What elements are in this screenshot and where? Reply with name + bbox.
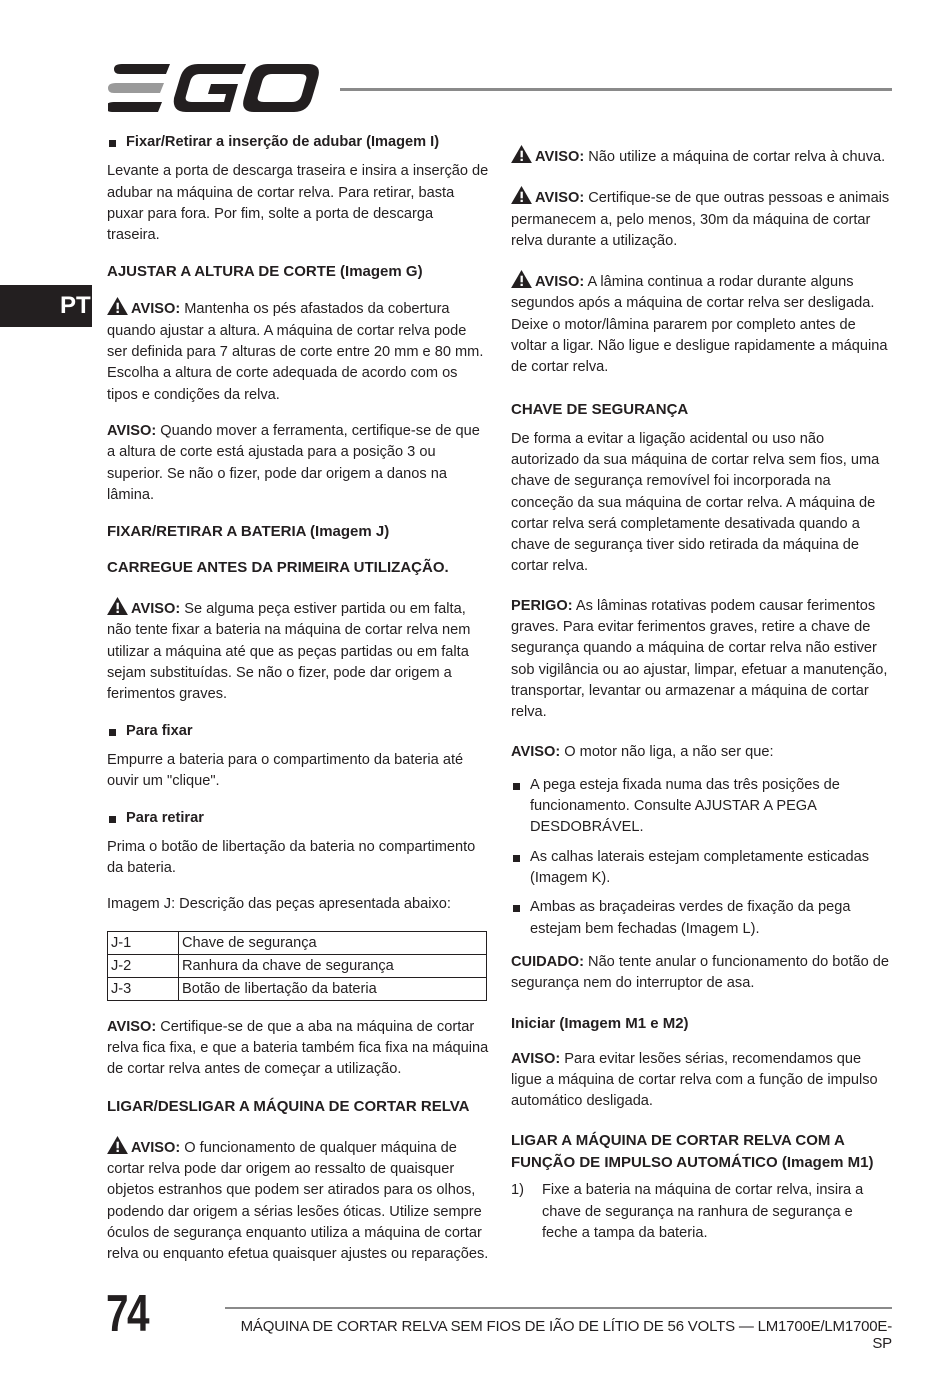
page-number: 74 bbox=[106, 1285, 148, 1343]
warning-blade-rotation bbox=[511, 270, 892, 378]
warning-label: AVISO: bbox=[535, 149, 585, 165]
ego-logo bbox=[108, 64, 320, 112]
header-rule bbox=[340, 88, 892, 91]
warning-triangle-icon bbox=[511, 270, 532, 288]
table-row bbox=[108, 931, 487, 954]
warning-text: Se alguma peça estiver partida ou em falta, não tente fixar a bateria na máquina de cortar relva nem utilizar a máquina até que as peças partidas ou em falta sejam substituídas. Se não o fizer, pode dar origem a ferimentos graves. bbox=[107, 601, 471, 703]
list-item bbox=[511, 1180, 892, 1244]
parts-table bbox=[107, 931, 487, 1001]
caution-text: Não tente anular o funcionamento do botão de segurança nem do interruptor de asa. bbox=[511, 953, 890, 992]
warning-label: AVISO: bbox=[511, 743, 561, 760]
heading-charge-first: CARREGUE ANTES DA PRIMEIRA UTILIZAÇÃO. bbox=[107, 559, 449, 577]
part-id: J-1 bbox=[108, 931, 179, 954]
bullet-fix-insert: Fixar/Retirar a inserção de adubar (Imagem I) bbox=[107, 132, 489, 153]
warning-distance bbox=[511, 186, 892, 252]
part-desc: Botão de libertação da bateria bbox=[179, 977, 487, 1000]
warning-label: AVISO: bbox=[107, 1018, 157, 1035]
notice-latch bbox=[107, 1017, 489, 1081]
warning-eye-protection bbox=[107, 1136, 489, 1266]
warning-label: AVISO: bbox=[131, 601, 181, 618]
bullet-remove: Para retirar bbox=[107, 808, 489, 829]
warning-text: Certifique-se de que outras pessoas e animais permanecem a, pelo menos, 30m da máquina de cortar relva durante a utilização. bbox=[511, 190, 890, 249]
list-item: As calhas laterais estejam completamente esticadas (Imagem K). bbox=[511, 847, 892, 890]
heading-start: Iniciar (Imagem M1 e M2) bbox=[511, 1014, 689, 1032]
heading-start-stop: LIGAR/DESLIGAR A MÁQUINA DE CORTAR RELVA bbox=[107, 1097, 470, 1115]
warning-rain bbox=[511, 145, 892, 168]
part-id: J-3 bbox=[108, 977, 179, 1000]
heading-battery: FIXAR/RETIRAR A BATERIA (Imagem J) bbox=[107, 523, 390, 541]
bullet-attach: Para fixar bbox=[107, 721, 489, 742]
notice-motor bbox=[511, 742, 892, 763]
footer-title: MÁQUINA DE CORTAR RELVA SEM FIOS DE IÃO DE LÍTIO DE 56 VOLTS — LM1700E/LM1700E-SP bbox=[240, 1318, 892, 1352]
heading-auto-drive: LIGAR A MÁQUINA DE CORTAR RELVA COM A FUNÇÃO DE IMPULSO AUTOMÁTICO (Imagem M1) bbox=[511, 1132, 874, 1172]
warning-label: AVISO: bbox=[131, 1139, 181, 1156]
list-item: Ambas as braçadeiras verdes de fixação da pega estejam bem fechadas (Imagem L). bbox=[511, 897, 892, 940]
right-column bbox=[511, 145, 892, 1244]
warning-missing-parts bbox=[107, 597, 489, 705]
warning-label: AVISO: bbox=[511, 1050, 561, 1067]
paragraph-remove: Prima o botão de libertação da bateria no compartimento da bateria. bbox=[107, 838, 476, 877]
warning-triangle-icon bbox=[107, 597, 128, 615]
part-desc: Ranhura da chave de segurança bbox=[179, 954, 487, 977]
footer-rule bbox=[225, 1307, 892, 1309]
warning-label: AVISO: bbox=[107, 422, 157, 439]
heading-cutting-height: AJUSTAR A ALTURA DE CORTE (Imagem G) bbox=[107, 263, 423, 281]
danger-label: PERIGO: bbox=[511, 597, 573, 614]
warning-text: Não utilize a máquina de cortar relva à chuva. bbox=[584, 149, 886, 165]
paragraph-safety-key: De forma a evitar a ligação acidental ou uso não autorizado da sua máquina de cortar relva sem fios, uma chave de segurança removível foi incorporada na conceção da sua máquina de cortar relva. A máquina de cortar relva será completamente desativada quando a chave de segurança tiver sido retirada da máquina de cortar relva. bbox=[511, 430, 880, 575]
notice-move-tool bbox=[107, 421, 489, 506]
warning-text: Mantenha os pés afastados da cobertura quando ajustar a altura. A máquina de cortar relva pode ser definida para 7 alturas de corte entre 20 mm e 80 mm. Escolha a altura de corte adequada de acordo com os tipos e condições da relva. bbox=[107, 301, 484, 403]
caution-label: CUIDADO: bbox=[511, 953, 584, 970]
warning-text: O funcionamento de qualquer máquina de cortar relva pode dar origem ao ressalto de quaisquer objetos estranhos que podem ser atirados para os olhos, podendo dar origem a sérias lesões óticas. Utilize sempre óculos de segurança enquanto utiliza a máquina de cortar relva ou enquanto efetua quaisquer ajustes ou reparações. bbox=[107, 1139, 489, 1263]
part-id: J-2 bbox=[108, 954, 179, 977]
heading-safety-key: CHAVE DE SEGURANÇA bbox=[511, 400, 689, 418]
notice-auto-drive bbox=[511, 1049, 892, 1113]
warning-text: Para evitar lesões sérias, recomendamos que ligue a máquina de cortar relva com a função de impulso automático desligada. bbox=[511, 1050, 878, 1110]
paragraph-attach: Empurre a bateria para o compartimento da bateria até ouvir um "clique". bbox=[107, 751, 464, 790]
warning-triangle-icon bbox=[511, 186, 532, 204]
warning-triangle-icon bbox=[107, 1136, 128, 1154]
warning-height bbox=[107, 297, 489, 405]
warning-label: AVISO: bbox=[535, 274, 585, 291]
paragraph-fix-insert: Levante a porta de descarga traseira e insira a inserção de adubar na máquina de cortar relva. Para retirar, basta puxar para fora. Por fim, solte a porta de descarga traseira. bbox=[107, 163, 489, 244]
danger-text: As lâminas rotativas podem causar ferimentos graves. Para evitar ferimentos graves, retire a chave de segurança quando a máquina de cortar relva não estiver sob vigilância ou ao ajustar, limpar, efetuar a manutenção, transportar, levantar ou armazenar a máquina de cortar relva. bbox=[511, 597, 888, 721]
table-row bbox=[108, 977, 487, 1000]
language-tab bbox=[0, 285, 92, 327]
language-tab-label: PT bbox=[60, 292, 91, 319]
warning-label: AVISO: bbox=[131, 301, 181, 318]
caution-safety-button bbox=[511, 952, 892, 995]
list-item: A pega esteja fixada numa das três posições de funcionamento. Consulte AJUSTAR A PEGA DESDOBRÁVEL. bbox=[511, 775, 892, 839]
warning-text: Certifique-se de que a aba na máquina de cortar relva fica fixa, e que a bateria também fica fixa na máquina de cortar relva antes de começar a utilização. bbox=[107, 1018, 489, 1078]
part-desc: Chave de segurança bbox=[179, 931, 487, 954]
left-column bbox=[107, 132, 489, 1280]
warning-triangle-icon bbox=[107, 297, 128, 315]
warning-label: AVISO: bbox=[535, 190, 585, 207]
danger-blades bbox=[511, 596, 892, 724]
warning-text: Quando mover a ferramenta, certifique-se de que a altura de corte está ajustada para a posição 3 ou superior. Se não o fizer, pode dar origem a danos na lâmina. bbox=[107, 422, 480, 503]
steps-list bbox=[511, 1180, 892, 1244]
table-row bbox=[108, 954, 487, 977]
warning-triangle-icon bbox=[511, 145, 532, 163]
warning-text: A lâmina continua a rodar durante alguns segundos após a máquina de cortar relva ser desligada. Deixe o motor/lâmina pararem por completo antes de voltar a ligar. Não ligue e desligue rapidamente a máquina de cortar relva. bbox=[511, 274, 888, 376]
paragraph-table-intro: Imagem J: Descrição das peças apresentada abaixo: bbox=[107, 896, 451, 913]
step-number: 1) bbox=[511, 1182, 524, 1199]
warning-text: O motor não liga, a não ser que: bbox=[560, 743, 774, 760]
step-text: Fixe a bateria na máquina de cortar relva, insira a chave de segurança na ranhura de segurança e feche a tampa da bateria. bbox=[542, 1182, 864, 1241]
